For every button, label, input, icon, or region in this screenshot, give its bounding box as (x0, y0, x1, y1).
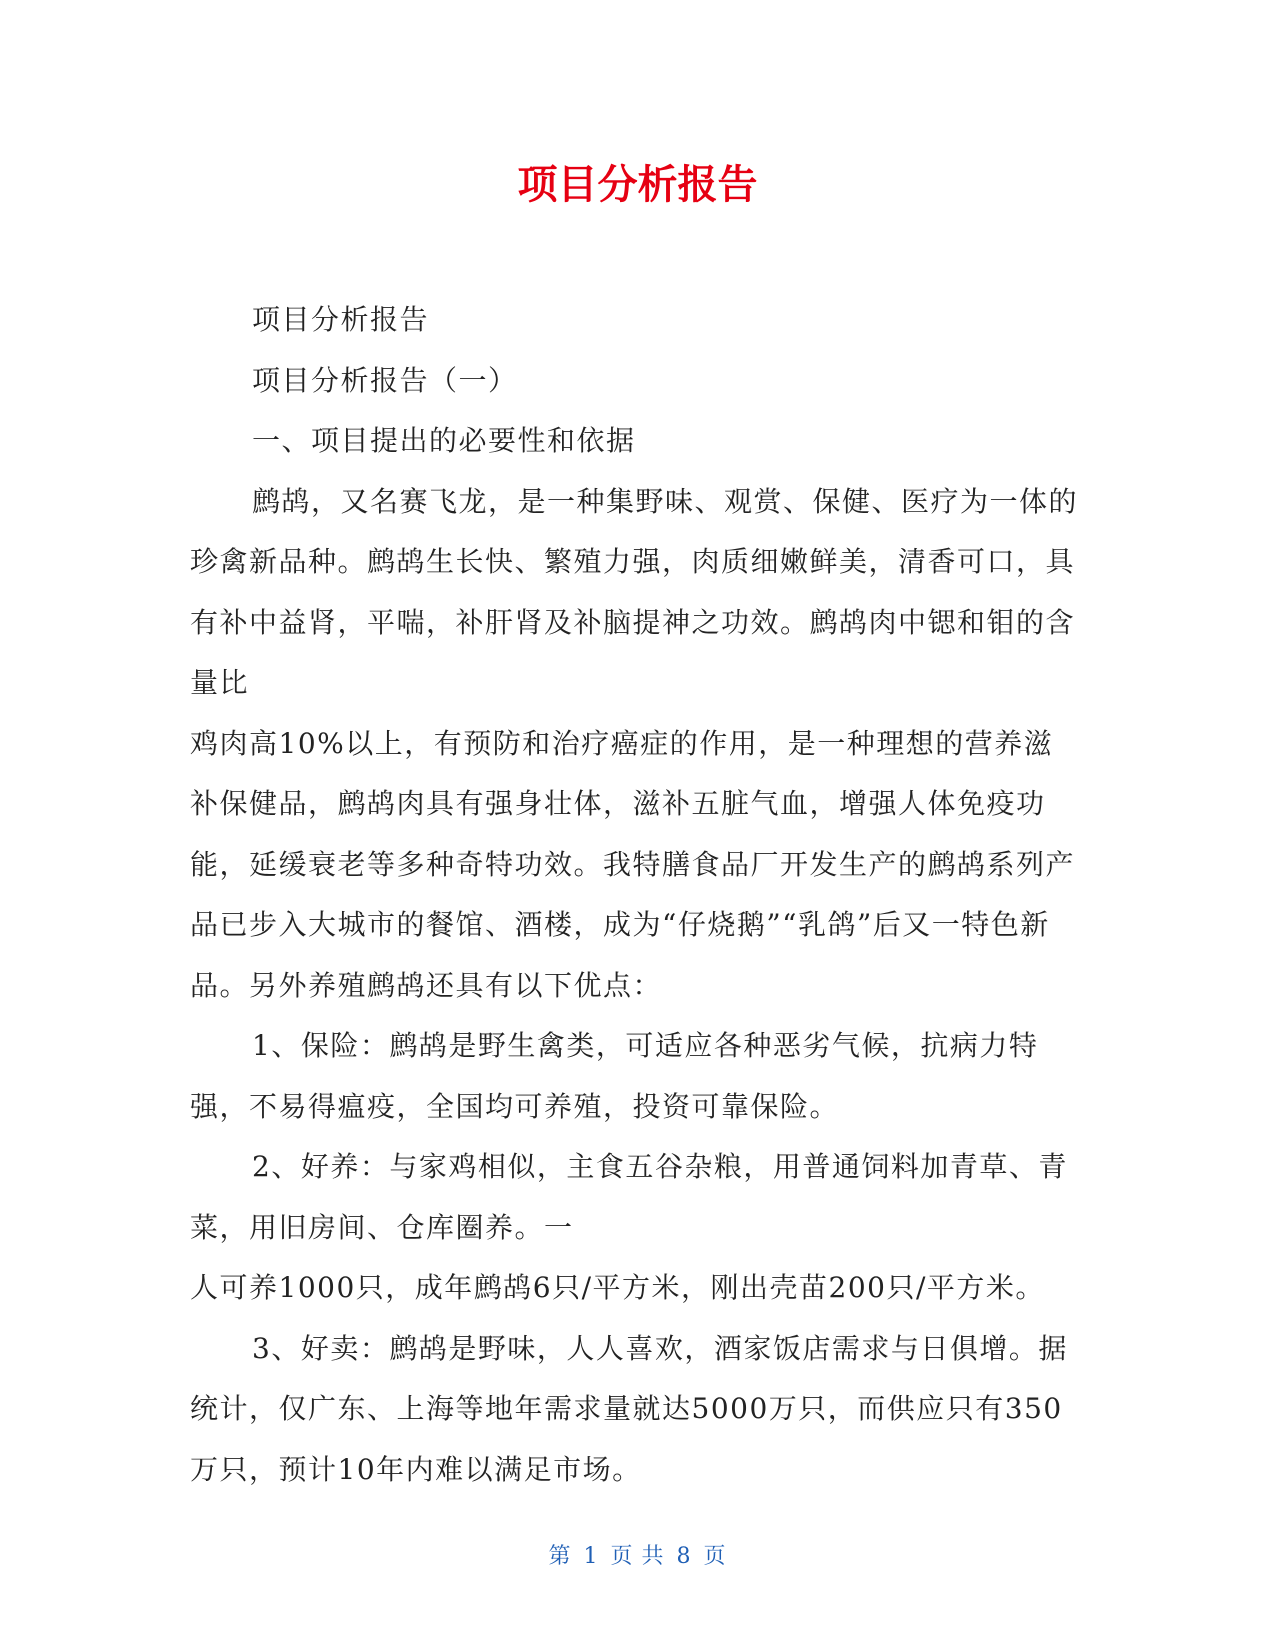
footer-prefix: 第 (548, 1544, 572, 1569)
document-body (190, 290, 1080, 1500)
footer-current-page: 1 (583, 1544, 599, 1569)
paragraph: 1、保险：鹧鸪是野生禽类，可适应各种恶劣气候，抗病力特强，不易得瘟疫，全国均可养殖，投资可靠保险。 (190, 1029, 1039, 1123)
paragraph: 鹧鸪，又名赛飞龙，是一种集野味、观赏、保健、医疗为一体的珍禽新品种。鹧鸪生长快、繁殖力强，肉质细嫩鲜美，清香可口，具有补中益肾，平喘，补肝肾及补脑提神之功效。鹧鸪肉中锶和钼的含量比 (190, 484, 1079, 699)
footer-total-pages: 8 (676, 1544, 692, 1569)
paragraph: 鸡肉高10%以上，有预防和治疗癌症的作用，是一种理想的营养滋补保健品，鹧鸪肉具有强身壮体，滋补五脏气血，增强人体免疫功能，延缓衰老等多种奇特功效。我特膳食品厂开发生产的鹧鸪系列产品已步入大城市的餐馆、酒楼，成为“仔烧鹅”“乳鸽”后又一特色新品。另外养殖鹧鸪还具有以下优点： (190, 726, 1076, 1002)
paragraph: 人可养1000只，成年鹧鸪6只/平方米，刚出壳苗200只/平方米。 (190, 1271, 1045, 1304)
paragraph-heading: 项目分析报告 (252, 303, 430, 336)
page-footer (0, 1542, 1275, 1572)
document-title: 项目分析报告 (517, 162, 758, 208)
paragraph: 3、好卖：鹧鸪是野味，人人喜欢，酒家饭店需求与日俱增。据统计，仅广东、上海等地年需求量就达5000万只，而供应只有350万只，预计10年内难以满足市场。 (190, 1331, 1068, 1486)
paragraph-subheading: 项目分析报告（一） (252, 363, 518, 397)
footer-middle: 页 共 (610, 1544, 665, 1569)
section-heading: 一、项目提出的必要性和依据 (252, 424, 636, 457)
footer-suffix: 页 (703, 1544, 727, 1569)
paragraph: 2、好养：与家鸡相似，主食五谷杂粮，用普通饲料加青草、青菜，用旧房间、仓库圈养。一 (190, 1150, 1068, 1244)
